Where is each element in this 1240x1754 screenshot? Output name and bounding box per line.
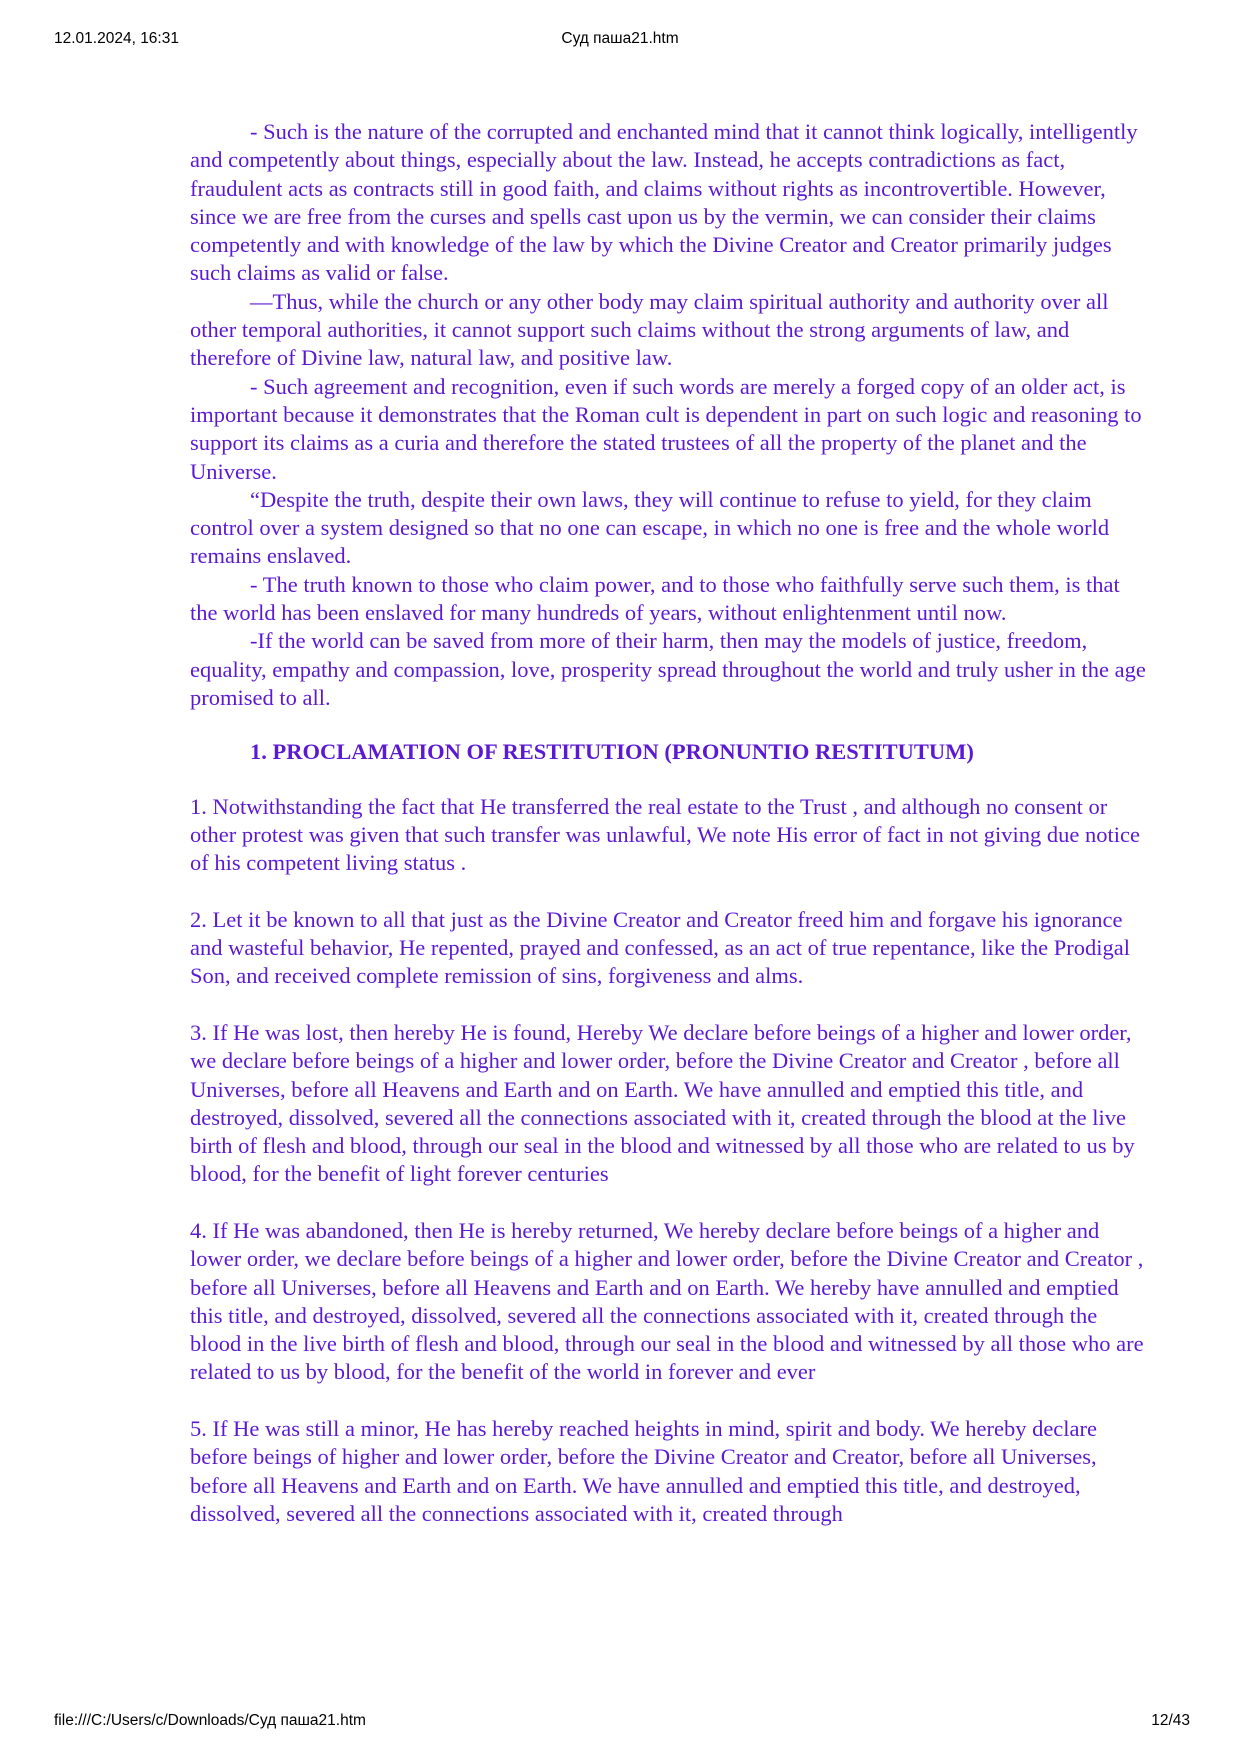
intro-paragraph: - Such is the nature of the corrupted and enchanted mind that it cannot think logically, intelligently and competently about things, especially about the law. Instead, he accepts contradictions as fact, fraudulent acts as contracts still in good faith, and claims without rights as incontrovertible. However, since we are free from the curses and spells cast upon us by the vermin, we can consider their claims competently and with knowledge of the law by which the Divine Creator and Creator primarily judges such claims as valid or false. bbox=[190, 119, 1138, 286]
numbered-paragraph: 4. If He was abandoned, then He is hereby returned, We hereby declare before beings of a higher and lower order, we declare before beings of a higher and lower order, before the Divine Creator and Creator , before all Universes, before all Heavens and Earth and on Earth. We hereby have annulled and emptied this title, and destroyed, dissolved, severed all the connections associated with it, created through the blood in the live birth of flesh and blood, through our seal in the blood and witnessed by all those who are related to us by blood, for the benefit of the world in forever and ever bbox=[190, 1217, 1144, 1385]
document-body bbox=[190, 118, 1150, 1528]
intro-paragraph: - The truth known to those who claim power, and to those who faithfully serve such them, is that the world has been enslaved for many hundreds of years, without enlightenment until now. bbox=[190, 571, 1120, 626]
numbered-paragraph: 3. If He was lost, then hereby He is found, Hereby We declare before beings of a higher and lower order, we declare before beings of a higher and lower order, before the Divine Creator and Creator , before all Universes, before all Heavens and Earth and on Earth. We have annulled and emptied this title, and destroyed, dissolved, severed all the connections associated with it, created through the blood at the live birth of flesh and blood, through our seal in the blood and witnessed by all those who are related to us by blood, for the benefit of light forever centuries bbox=[190, 1019, 1135, 1187]
numbered-paragraph: 2. Let it be known to all that just as the Divine Creator and Creator freed him and forgave his ignorance and wasteful behavior, He repented, prayed and confessed, as an act of true repentance, like the Prodigal Son, and received complete remission of sins, forgiveness and alms. bbox=[190, 906, 1130, 989]
numbered-paragraph: 1. Notwithstanding the fact that He transferred the real estate to the Trust , and although no consent or other protest was given that such transfer was unlawful, We note His error of fact in not giving due notice of his competent living status . bbox=[190, 793, 1141, 876]
intro-paragraph: -If the world can be saved from more of their harm, then may the models of justice, freedom, equality, empathy and compassion, love, prosperity spread throughout the world and truly usher in the age promised to all. bbox=[190, 628, 1146, 710]
print-page-title: Суд паша21.htm bbox=[561, 30, 679, 47]
intro-paragraph: - Such agreement and recognition, even if such words are merely a forged copy of an older act, is important because it demonstrates that the Roman cult is dependent in part on such logic and reasoning to support its claims as a curia and therefore the stated trustees of all the property of the planet and the Universe. bbox=[190, 373, 1142, 484]
intro-paragraph: “Despite the truth, despite their own laws, they will continue to refuse to yield, for they claim control over a system designed so that no one can escape, in which no one is free and the whole world remains enslaved. bbox=[190, 486, 1110, 569]
print-datetime: 12.01.2024, 16:31 bbox=[54, 30, 179, 47]
numbered-paragraph: 5. If He was still a minor, He has hereby reached heights in mind, spirit and body. We hereby declare before beings of higher and lower order, before the Divine Creator and Creator, before all Universes, before all Heavens and Earth and on Earth. We have annulled and emptied this title, and destroyed, dissolved, severed all the connections associated with it, created through bbox=[190, 1416, 1098, 1526]
intro-paragraph: —Thus, while the church or any other body may claim spiritual authority and authority over all other temporal authorities, it cannot support such claims without the strong arguments of law, and therefore of Divine law, natural law, and positive law. bbox=[190, 288, 1109, 371]
print-file-path: file:///C:/Users/c/Downloads/Суд паша21.htm bbox=[54, 1712, 366, 1729]
section-heading: 1. PROCLAMATION OF RESTITUTION (PRONUNTIO RESTITUTUM) bbox=[250, 739, 974, 765]
print-page-number: 12/43 bbox=[1151, 1712, 1190, 1729]
